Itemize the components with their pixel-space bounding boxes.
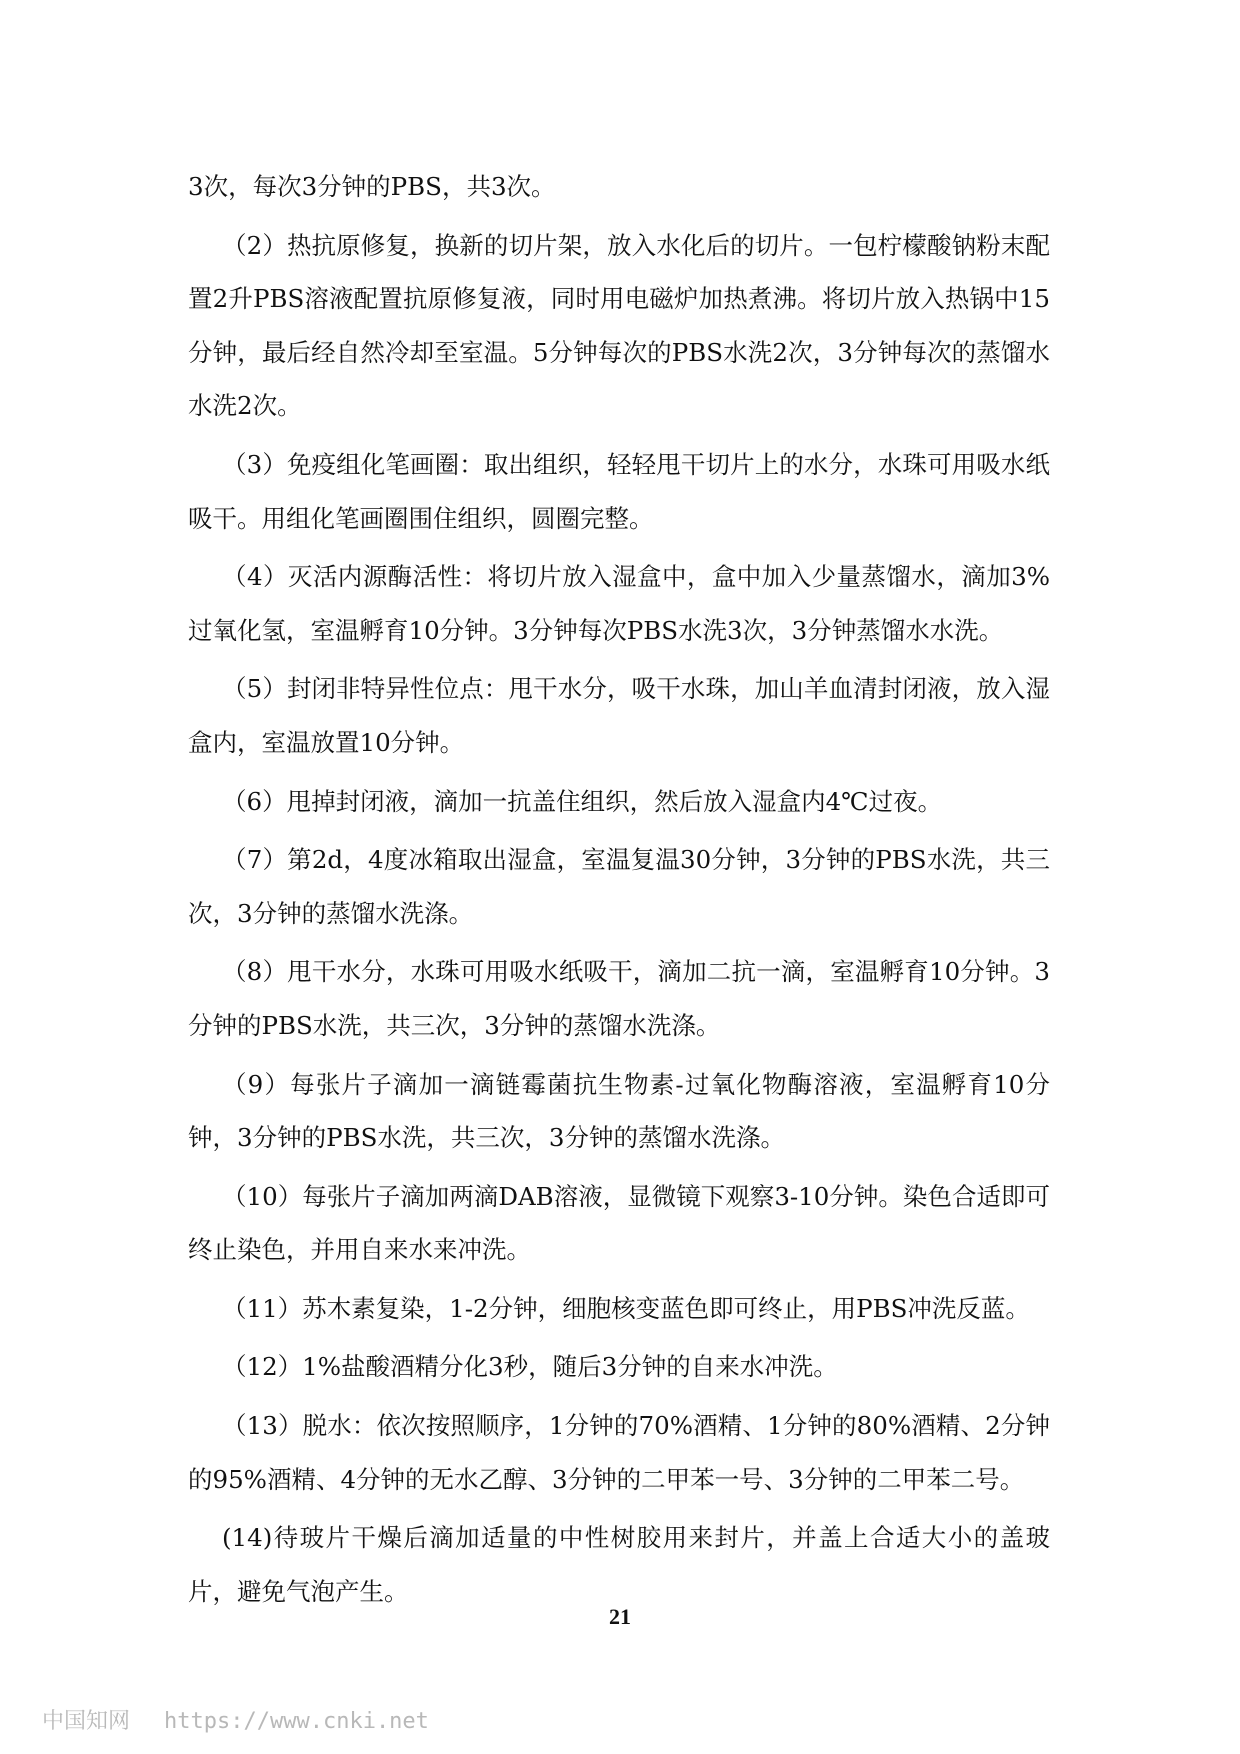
paragraph: （2）热抗原修复，换新的切片架，放入水化后的切片。一包柠檬酸钠粉末配置2升PBS溶液配置抗原修复液，同时用电磁炉加热煮沸。将切片放入热锅中15分钟，最后经自然冷却至室温。5分钟每次的PBS水洗2次，3分钟每次的蒸馏水水洗2次。 [188,230,1050,421]
paragraph: （9）每张片子滴加一滴链霉菌抗生物素-过氧化物酶溶液，室温孵育10分钟，3分钟的PBS水洗，共三次，3分钟的蒸馏水洗涤。 [188,1069,1050,1153]
cnki-logo-text: 中国知网 [42,1709,131,1734]
paragraph: （5）封闭非特异性位点：甩干水分，吸干水珠，加山羊血清封闭液，放入湿盒内，室温放置10分钟。 [188,674,1050,757]
paragraph: （3）免疫组化笔画圈：取出组织，轻轻甩干切片上的水分，水珠可用吸水纸吸干。用组化笔画圈围住组织，圆圈完整。 [188,449,1050,533]
paragraph: （8）甩干水分，水珠可用吸水纸吸干，滴加二抗一滴，室温孵育10分钟。3分钟的PBS水洗，共三次，3分钟的蒸馏水洗涤。 [188,957,1050,1040]
cnki-url[interactable]: https://www.cnki.net [164,1709,429,1734]
body-text [188,160,1050,1623]
paragraph: （12）1%盐酸酒精分化3秒，随后3分钟的自来水冲洗。 [222,1352,838,1382]
paragraph: （6）甩掉封闭液，滴加一抗盖住组织，然后放入湿盒内4℃过夜。 [222,786,943,816]
cnki-watermark [42,1704,429,1735]
paragraph: 3次，每次3分钟的PBS，共3次。 [188,172,556,201]
paragraph: （7）第2d，4度冰箱取出湿盒，室温复温30分钟，3分钟的PBS水洗，共三次，3分钟的蒸馏水洗涤。 [188,845,1050,928]
page-number: 21 [609,1604,631,1629]
paragraph: (14)待玻片干燥后滴加适量的中性树胶用来封片，并盖上合适大小的盖玻片，避免气泡产生。 [188,1523,1050,1606]
paragraph: （11）苏木素复染，1-2分钟，细胞核变蓝色即可终止，用PBS冲洗反蓝。 [222,1293,1030,1323]
paragraph: （13）脱水：依次按照顺序，1分钟的70%酒精、1分钟的80%酒精、2分钟的95%酒精、4分钟的无水乙醇、3分钟的二甲苯一号、3分钟的二甲苯二号。 [188,1411,1050,1494]
paragraph: （10）每张片子滴加两滴DAB溶液，显微镜下观察3-10分钟。染色合适即可终止染色，并用自来水来冲洗。 [188,1181,1050,1265]
paragraph: （4）灭活内源酶活性：将切片放入湿盒中，盒中加入少量蒸馏水，滴加3%过氧化氢，室温孵育10分钟。3分钟每次PBS水洗3次，3分钟蒸馏水水洗。 [188,562,1050,645]
